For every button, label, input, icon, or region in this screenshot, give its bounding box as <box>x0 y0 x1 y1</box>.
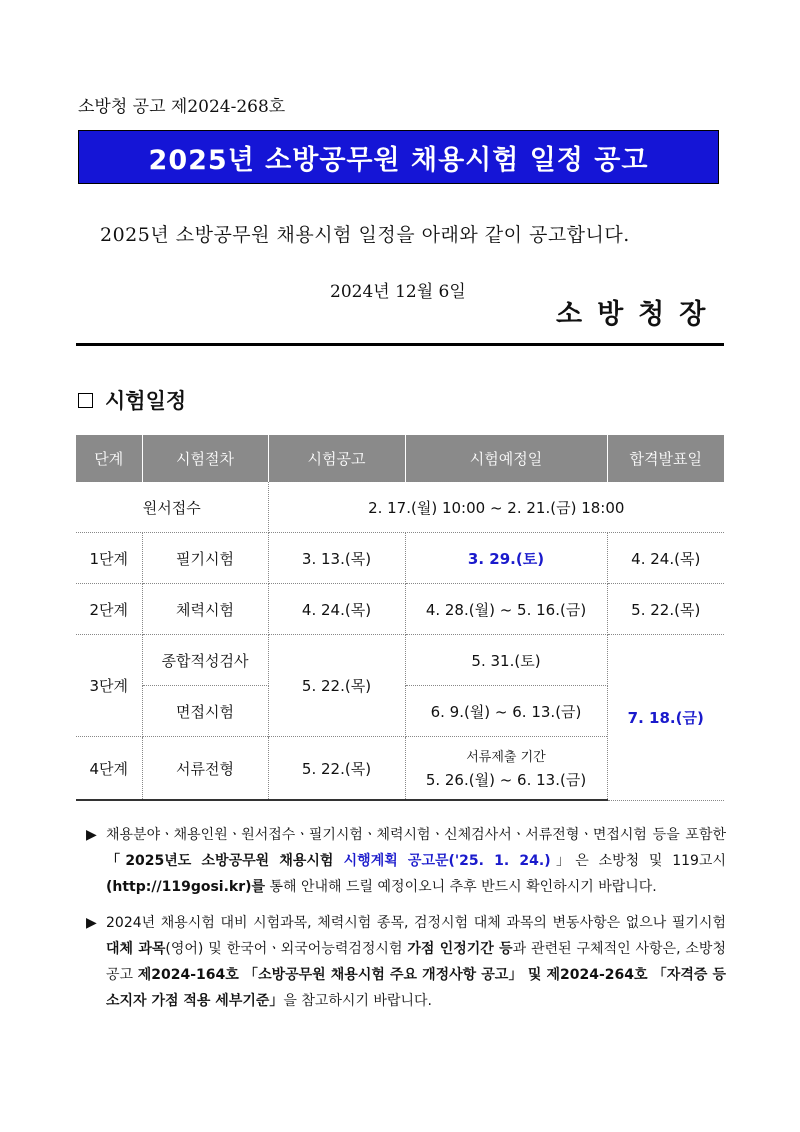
table-cell: 5. 22.(목) <box>268 635 405 737</box>
header-cell: 시험공고 <box>268 435 405 482</box>
note-text: 통해 안내해 드릴 예정이오니 추후 반드시 확인하시기 바랍니다. <box>265 879 657 895</box>
note-text: 「2025년도 소방공무원 채용시험 <box>106 853 344 869</box>
triangle-bullet-icon: ▶ <box>86 827 97 843</box>
title-banner <box>78 130 719 184</box>
header-cell: 시험예정일 <box>405 435 607 482</box>
table-header-row <box>76 435 724 482</box>
note-highlight: 시행계획 공고문('25. 1. 24.) <box>343 853 551 869</box>
note-text: 대체 과목 <box>106 941 166 957</box>
table-cell: 2. 17.(월) 10:00 ~ 2. 21.(금) 18:00 <box>268 482 724 533</box>
announcement-date: 2024년 12월 6일 <box>330 282 466 302</box>
table-cell: 4. 24.(목) <box>268 584 405 635</box>
note-text: 을 참고하시기 바랍니다. <box>283 993 432 1009</box>
table-cell: 3. 29.(토) <box>405 533 607 584</box>
table-cell: 필기시험 <box>142 533 268 584</box>
table-cell-label: 서류제출 기간 <box>466 750 546 765</box>
table-row <box>76 533 724 584</box>
section-heading <box>78 385 186 415</box>
note-text: 」은 소방청 및 119고시 <box>550 853 726 869</box>
notice-number: 소방청 공고 제2024-268호 <box>78 97 286 117</box>
table-cell: 7. 18.(금) <box>607 635 724 801</box>
table-row <box>76 482 724 533</box>
note-link: (http://119gosi.kr)를 <box>106 879 266 895</box>
table-cell: 3. 13.(목) <box>268 533 405 584</box>
note-text: 가점 인정기간 등 <box>407 941 513 957</box>
page-title: 2025년 소방공무원 채용시험 일정 공고 <box>148 144 649 176</box>
note-text: (영어) 및 한국어ㆍ외국어능력검정시험 <box>165 941 408 957</box>
table-cell: 서류전형 <box>142 737 268 801</box>
table-cell: 4. 28.(월) ~ 5. 16.(금) <box>405 584 607 635</box>
header-cell: 시험절차 <box>142 435 268 482</box>
table-cell: 2단계 <box>76 584 142 635</box>
table-cell: 원서접수 <box>76 482 268 533</box>
table-cell: 면접시험 <box>142 686 268 737</box>
table-cell: 체력시험 <box>142 584 268 635</box>
table-cell: 3단계 <box>76 635 142 737</box>
table-cell-value: 5. 26.(월) ~ 6. 13.(금) <box>425 771 587 789</box>
note-text: 채용분야ㆍ채용인원ㆍ원서접수ㆍ필기시험ㆍ체력시험ㆍ신체검사서ㆍ서류전형ㆍ면접시험 등을 포함한 <box>106 827 726 843</box>
section-title: 시험일정 <box>105 389 187 413</box>
table-cell: 5. 22.(목) <box>607 584 724 635</box>
note-text: 2024년 채용시험 대비 시험과목, 체력시험 종목, 검정시험 대체 과목의 변동사항은 없으나 필기시험 <box>106 915 726 931</box>
table-cell: 4. 24.(목) <box>607 533 724 584</box>
table-cell: 6. 9.(월) ~ 6. 13.(금) <box>405 686 607 737</box>
intro-text: 2025년 소방공무원 채용시험 일정을 아래와 같이 공고합니다. <box>100 224 630 246</box>
table-cell: 1단계 <box>76 533 142 584</box>
note-item <box>86 822 726 900</box>
table-cell: 종합적성검사 <box>142 635 268 686</box>
header-cell: 합격발표일 <box>607 435 724 482</box>
note-text: 과 관련된 구체적인 사항은, 소방청 공고 <box>106 941 726 983</box>
table-cell <box>405 737 607 801</box>
table-cell: 5. 31.(토) <box>405 635 607 686</box>
signer: 소방청장 <box>556 299 721 330</box>
header-cell: 단계 <box>76 435 142 482</box>
table-row <box>76 584 724 635</box>
checkbox-square-icon <box>78 393 93 408</box>
schedule-table <box>76 435 724 801</box>
table-row <box>76 635 724 686</box>
note-text: 제2024-164호 「소방공무원 채용시험 주요 개정사항 공고」 및 제2024-264호 「자격증 등 소지자 가점 적용 세부기준」 <box>106 967 726 1009</box>
triangle-bullet-icon: ▶ <box>86 915 97 931</box>
table-cell: 5. 22.(목) <box>268 737 405 801</box>
note-item <box>86 910 726 1014</box>
divider <box>76 343 724 346</box>
table-cell: 4단계 <box>76 737 142 801</box>
